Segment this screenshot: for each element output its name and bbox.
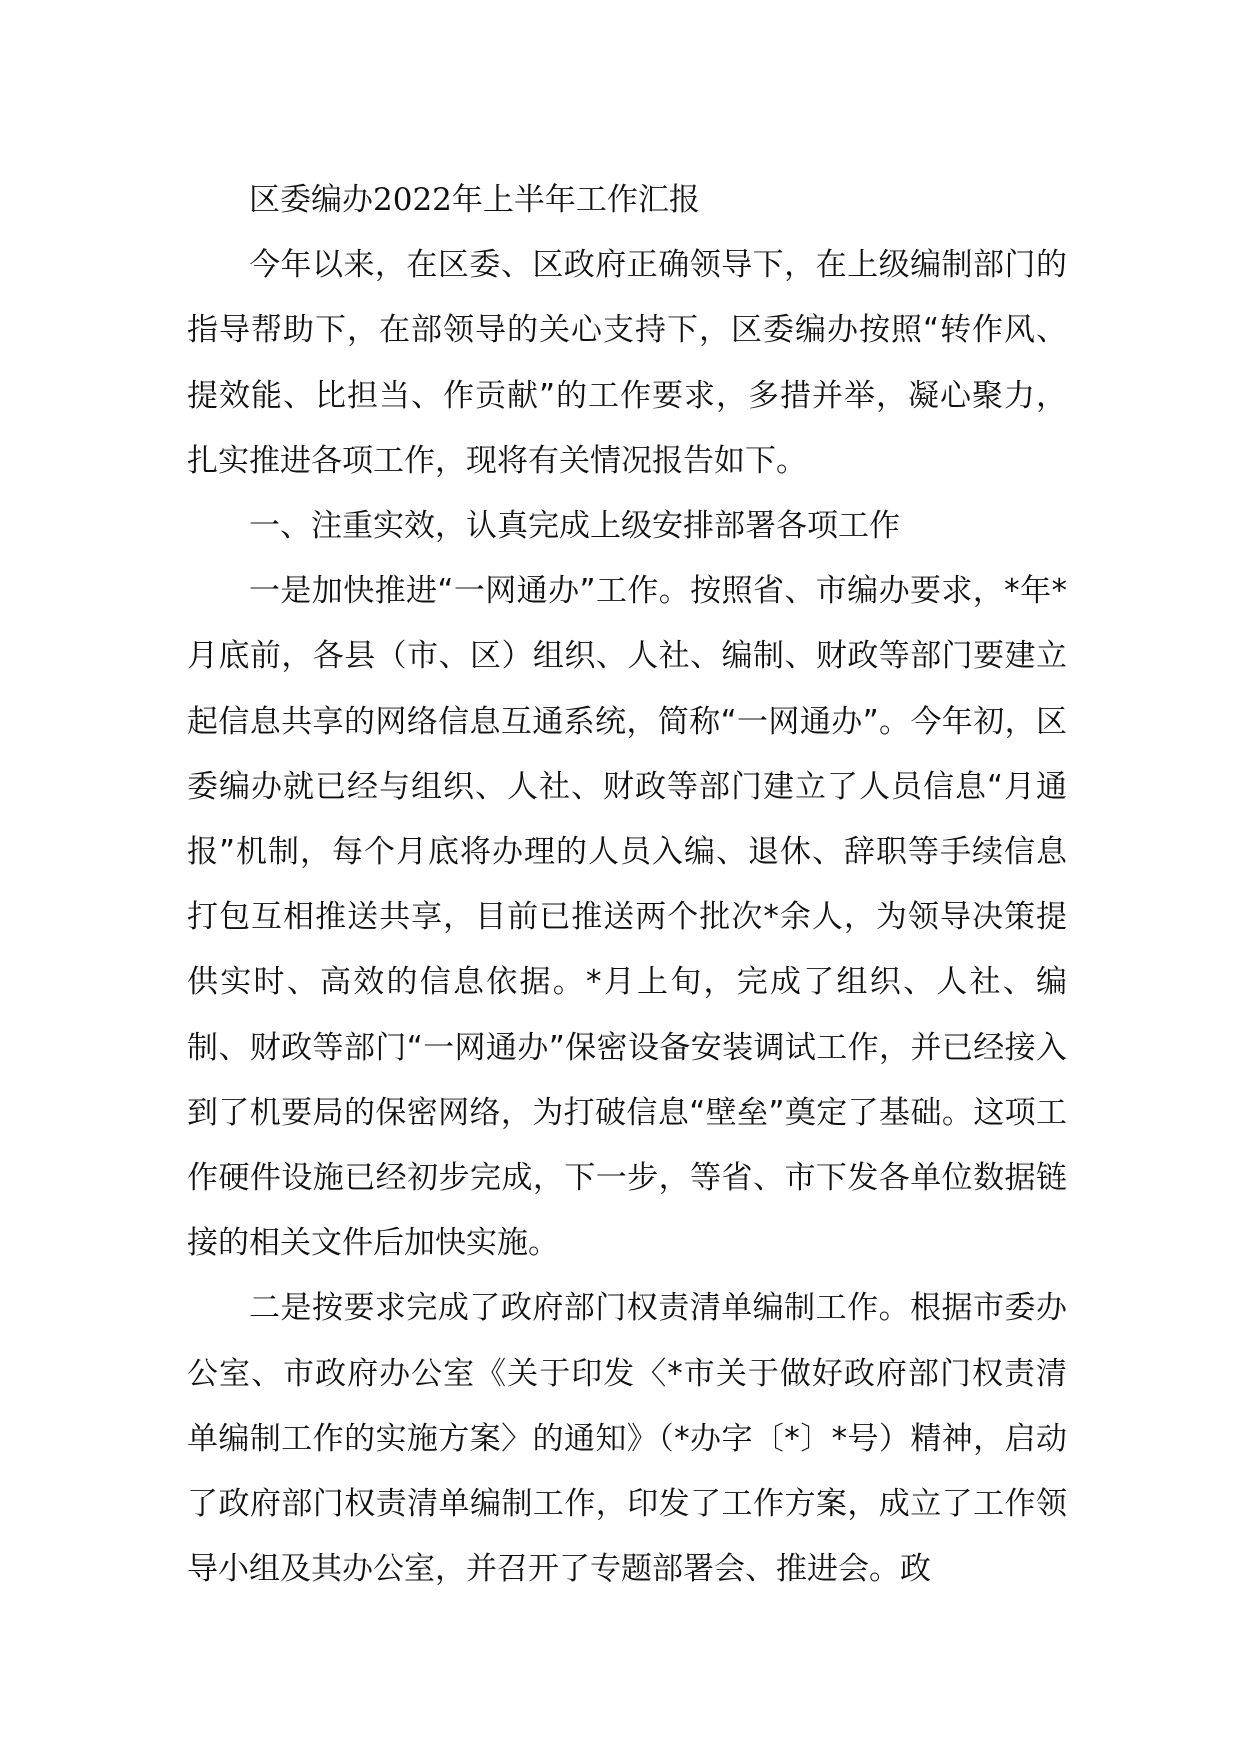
paragraph-intro: 今年以来，在区委、区政府正确领导下，在上级编制部门的指导帮助下，在部领导的关心支持下，区委编办按照“转作风、提效能、比担当、作贡献”的工作要求，多措并举，凝心聚力，扎实推进各项工作，现将有关情况报告如下。 bbox=[187, 247, 1067, 479]
document-title: 区委编办2022年上半年工作汇报 bbox=[249, 182, 700, 218]
paragraph-item-2: 二是按要求完成了政府部门权责清单编制工作。根据市委办公室、市政府办公室《关于印发〈*市关于做好政府部门权责清单编制工作的实施方案〉的通知》（*办字〔*〕*号）精神，启动了政府部门权责清单编制工作，印发了工作方案，成立了工作领导小组及其办公室，并召开了专题部署会、推进会。政 bbox=[187, 1290, 1067, 1588]
document-body bbox=[187, 168, 1067, 1602]
section-heading-1: 一、注重实效，认真完成上级安排部署各项工作 bbox=[249, 508, 900, 545]
paragraph-item-1: 一是加快推进“一网通办”工作。按照省、市编办要求，*年*月底前，各县（市、区）组织、人社、编制、财政等部门要建立起信息共享的网络信息互通系统，简称“一网通办”。今年初，区委编办就已经与组织、人社、财政等部门建立了人员信息“月通报”机制，每个月底将办理的人员入编、退休、辞职等手续信息打包互相推送共享，目前已推送两个批次*余人，为领导决策提供实时、高效的信息依据。*月上旬，完成了组织、人社、编制、财政等部门“一网通办”保密设备安装调试工作，并已经接入到了机要局的保密网络，为打破信息“壁垒”奠定了基础。这项工作硬件设施已经初步完成，下一步，等省、市下发各单位数据链接的相关文件后加快实施。 bbox=[187, 573, 1067, 1262]
